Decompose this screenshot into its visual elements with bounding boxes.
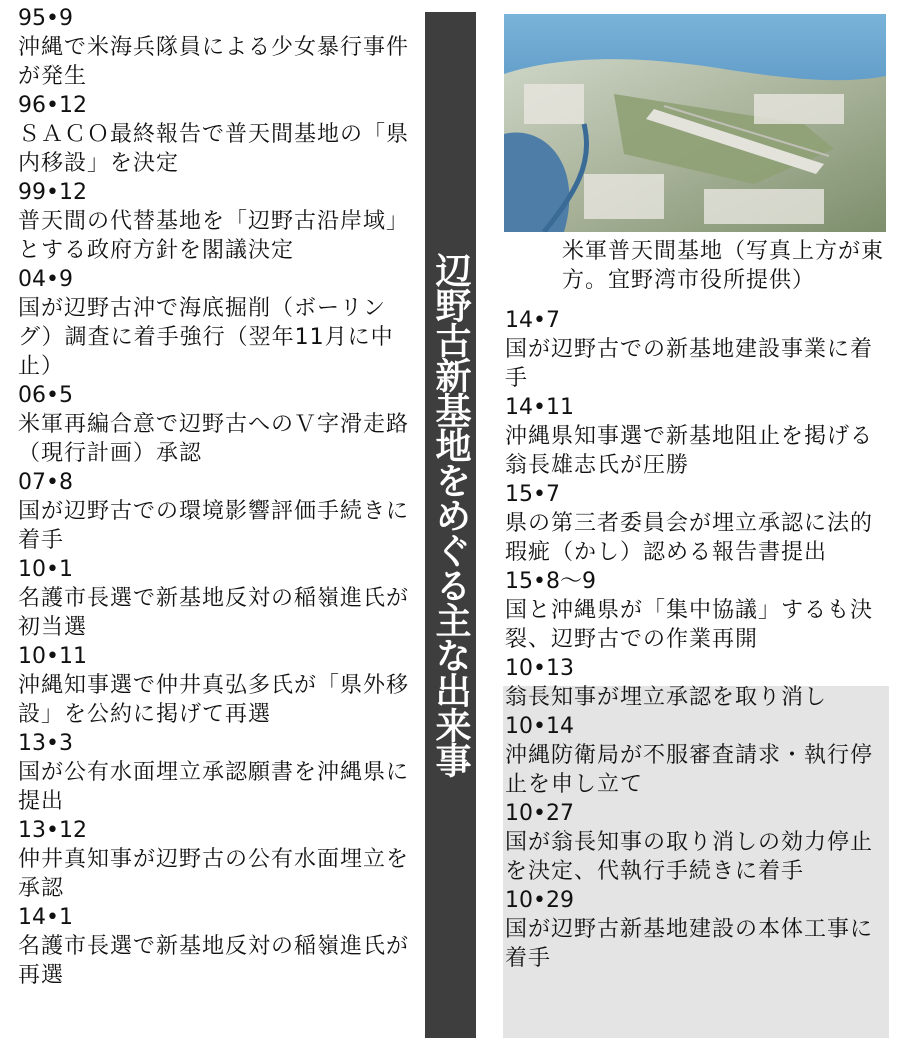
timeline-entry	[18, 816, 410, 903]
event-text: 国が辺野古での新基地建設事業に着手	[505, 337, 874, 391]
timeline-entry	[505, 306, 889, 393]
event-date: 99•12	[18, 180, 87, 205]
event-text: 沖縄県知事選で新基地阻止を掲げる翁長雄志氏が圧勝	[505, 424, 874, 478]
event-date: 10•14	[505, 714, 574, 739]
event-date: 10•11	[18, 644, 87, 669]
event-text: 米軍再編合意で辺野古へのＶ字滑走路（現行計画）承認	[18, 412, 410, 466]
timeline-entry	[505, 567, 889, 654]
timeline-entry	[18, 178, 410, 265]
event-date: 10•27	[505, 801, 574, 826]
event-date: 14•1	[18, 905, 73, 930]
event-text: 仲井真知事が辺野古の公有水面埋立を承認	[18, 847, 410, 901]
event-text: 普天間の代替基地を「辺野古沿岸域」とする政府方針を閣議決定	[18, 209, 410, 263]
event-date: 13•12	[18, 818, 87, 843]
timeline-entry	[18, 4, 410, 91]
event-date: 96•12	[18, 93, 87, 118]
event-text: 沖縄で米海兵隊員による少女暴行事件が発生	[18, 35, 410, 89]
timeline-entry	[505, 712, 889, 799]
event-text: 国が辺野古新基地建設の本体工事に着手	[505, 917, 874, 971]
event-text: 県の第三者委員会が埋立承認に法的瑕疵（かし）認める報告書提出	[505, 511, 874, 565]
timeline-entry	[505, 480, 889, 567]
event-date: 15•7	[505, 482, 560, 507]
event-date: 10•13	[505, 656, 574, 681]
event-text: 名護市長選で新基地反対の稲嶺進氏が再選	[18, 934, 410, 988]
right-timeline	[505, 306, 889, 973]
event-text: 翁長知事が埋立承認を取り消し	[505, 685, 828, 710]
event-text: 国が公有水面埋立承認願書を沖縄県に提出	[18, 760, 410, 814]
event-text: 国が辺野古沖で海底掘削（ボーリング）調査に着手強行（翌年11月に中止）	[18, 296, 394, 379]
timeline-entry	[18, 91, 410, 178]
event-date: 10•1	[18, 557, 73, 582]
event-date: 14•11	[505, 395, 574, 420]
event-date: 15•8～9	[505, 569, 596, 594]
event-date: 06•5	[18, 383, 73, 408]
timeline-entry	[18, 468, 410, 555]
timeline-entry	[505, 393, 889, 480]
aerial-photo	[504, 14, 886, 232]
event-date: 14•7	[505, 308, 560, 333]
event-date: 04•9	[18, 267, 73, 292]
title-band	[425, 12, 476, 1038]
timeline-entry	[18, 903, 410, 990]
timeline-entry	[18, 265, 410, 381]
timeline-entry	[18, 729, 410, 816]
timeline-entry	[18, 555, 410, 642]
event-date: 10•29	[505, 888, 574, 913]
event-date: 95•9	[18, 6, 73, 31]
page-title: 辺野古新基地をめぐる主な出来事	[430, 252, 471, 777]
event-text: 国と沖縄県が「集中協議」するも決裂、辺野古での作業再開	[505, 598, 874, 652]
event-text: 名護市長選で新基地反対の稲嶺進氏が初当選	[18, 586, 410, 640]
event-date: 13•3	[18, 731, 73, 756]
timeline-entry	[18, 381, 410, 468]
timeline-entry	[505, 654, 889, 712]
event-date: 07•8	[18, 470, 73, 495]
event-text: ＳＡＣＯ最終報告で普天間基地の「県内移設」を決定	[18, 122, 410, 176]
left-timeline	[18, 0, 410, 990]
event-text: 国が翁長知事の取り消しの効力停止を決定、代執行手続きに着手	[505, 830, 874, 884]
event-text: 国が辺野古での環境影響評価手続きに着手	[18, 499, 410, 553]
timeline-entry	[505, 799, 889, 886]
photo-caption: 米軍普天間基地（写真上方が東方。宜野湾市役所提供）	[562, 239, 885, 293]
timeline-entry	[18, 642, 410, 729]
event-text: 沖縄知事選で仲井真弘多氏が「県外移設」を公約に掲げて再選	[18, 673, 410, 727]
timeline-entry	[505, 886, 889, 973]
event-text: 沖縄防衛局が不服審査請求・執行停止を申し立て	[505, 743, 874, 797]
